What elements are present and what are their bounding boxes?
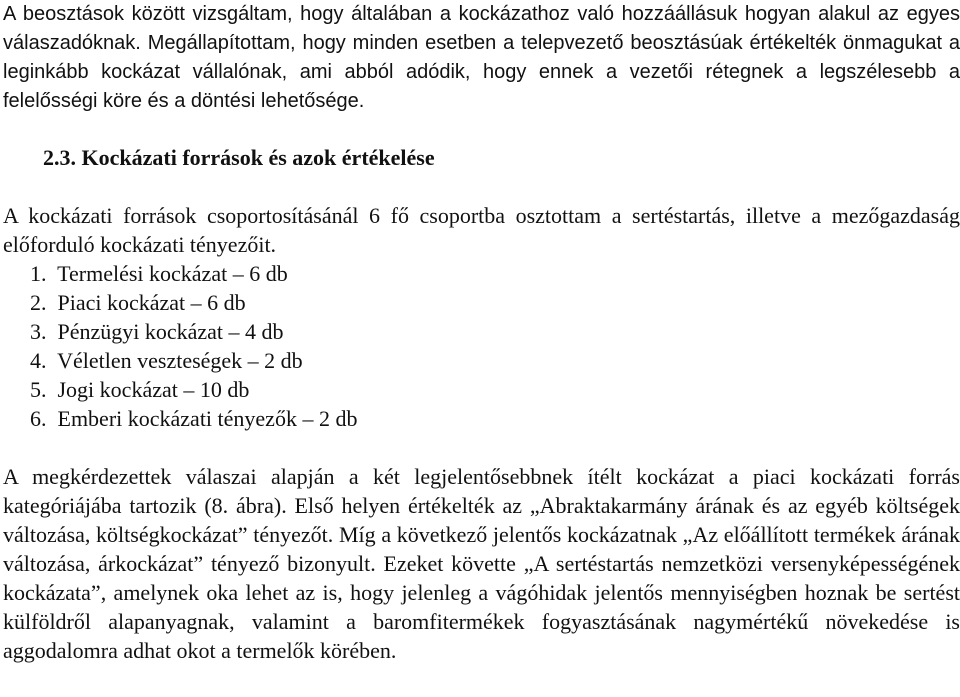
results-paragraph: A megkérdezettek válaszai alapján a két legjelentősebbnek ítélt kockázat a piaci kockázati forrás kategóriájába tartozik (8. ábra). Első helyen értékelték az „Abraktakarmány árának és az egyéb költségek változása, költségkockázat” tényezőt. Míg a következő jelentős kockázatnak „Az előállított termékek árának változása, árkockázat” tényező bizonyult. Ezeket követte „A sertéstartás nemzetközi versenyképességének kockázata”, amelynek oka lehet az is, hogy jelenleg a vágóhidak jelentős mennyiségben hoznak be sertést külföldről alapanyagnak, valamint a baromfitermékek fogyasztásának nagymértékű növekedése is aggodalomra adhat okot a termelők körében.: [3, 464, 960, 663]
risk-source-list: [30, 259, 357, 433]
intro-paragraph: A beosztások között vizsgáltam, hogy általában a kockázathoz való hozzáállásuk hogyan alakul az egyes válaszadóknak. Megállapítottam, hogy minden esetben a telepvezető beosztásúak értékelték önmagukat a leginkább kockázat vállalónak, ami abból adódik, hogy ennek a vezetői rétegnek a legszélesebb a felelősségi köre és a döntési lehetősége.: [3, 3, 960, 112]
list-item: 3. Pénzügyi kockázat – 4 db: [30, 319, 284, 344]
list-item: 5. Jogi kockázat – 10 db: [30, 377, 250, 402]
section-heading: 2.3. Kockázati források és azok értékelése: [43, 145, 435, 170]
list-item: 6. Emberi kockázati tényezők – 2 db: [30, 406, 358, 431]
sources-paragraph: A kockázati források csoportosításánál 6 fő csoportba osztottam a sertéstartás, illetve a mezőgazdaság előforduló kockázati tényezőit.: [3, 203, 960, 257]
list-item: 2. Piaci kockázat – 6 db: [30, 290, 246, 315]
list-item: 1. Termelési kockázat – 6 db: [30, 261, 288, 286]
list-item: 4. Véletlen veszteségek – 2 db: [30, 348, 303, 373]
